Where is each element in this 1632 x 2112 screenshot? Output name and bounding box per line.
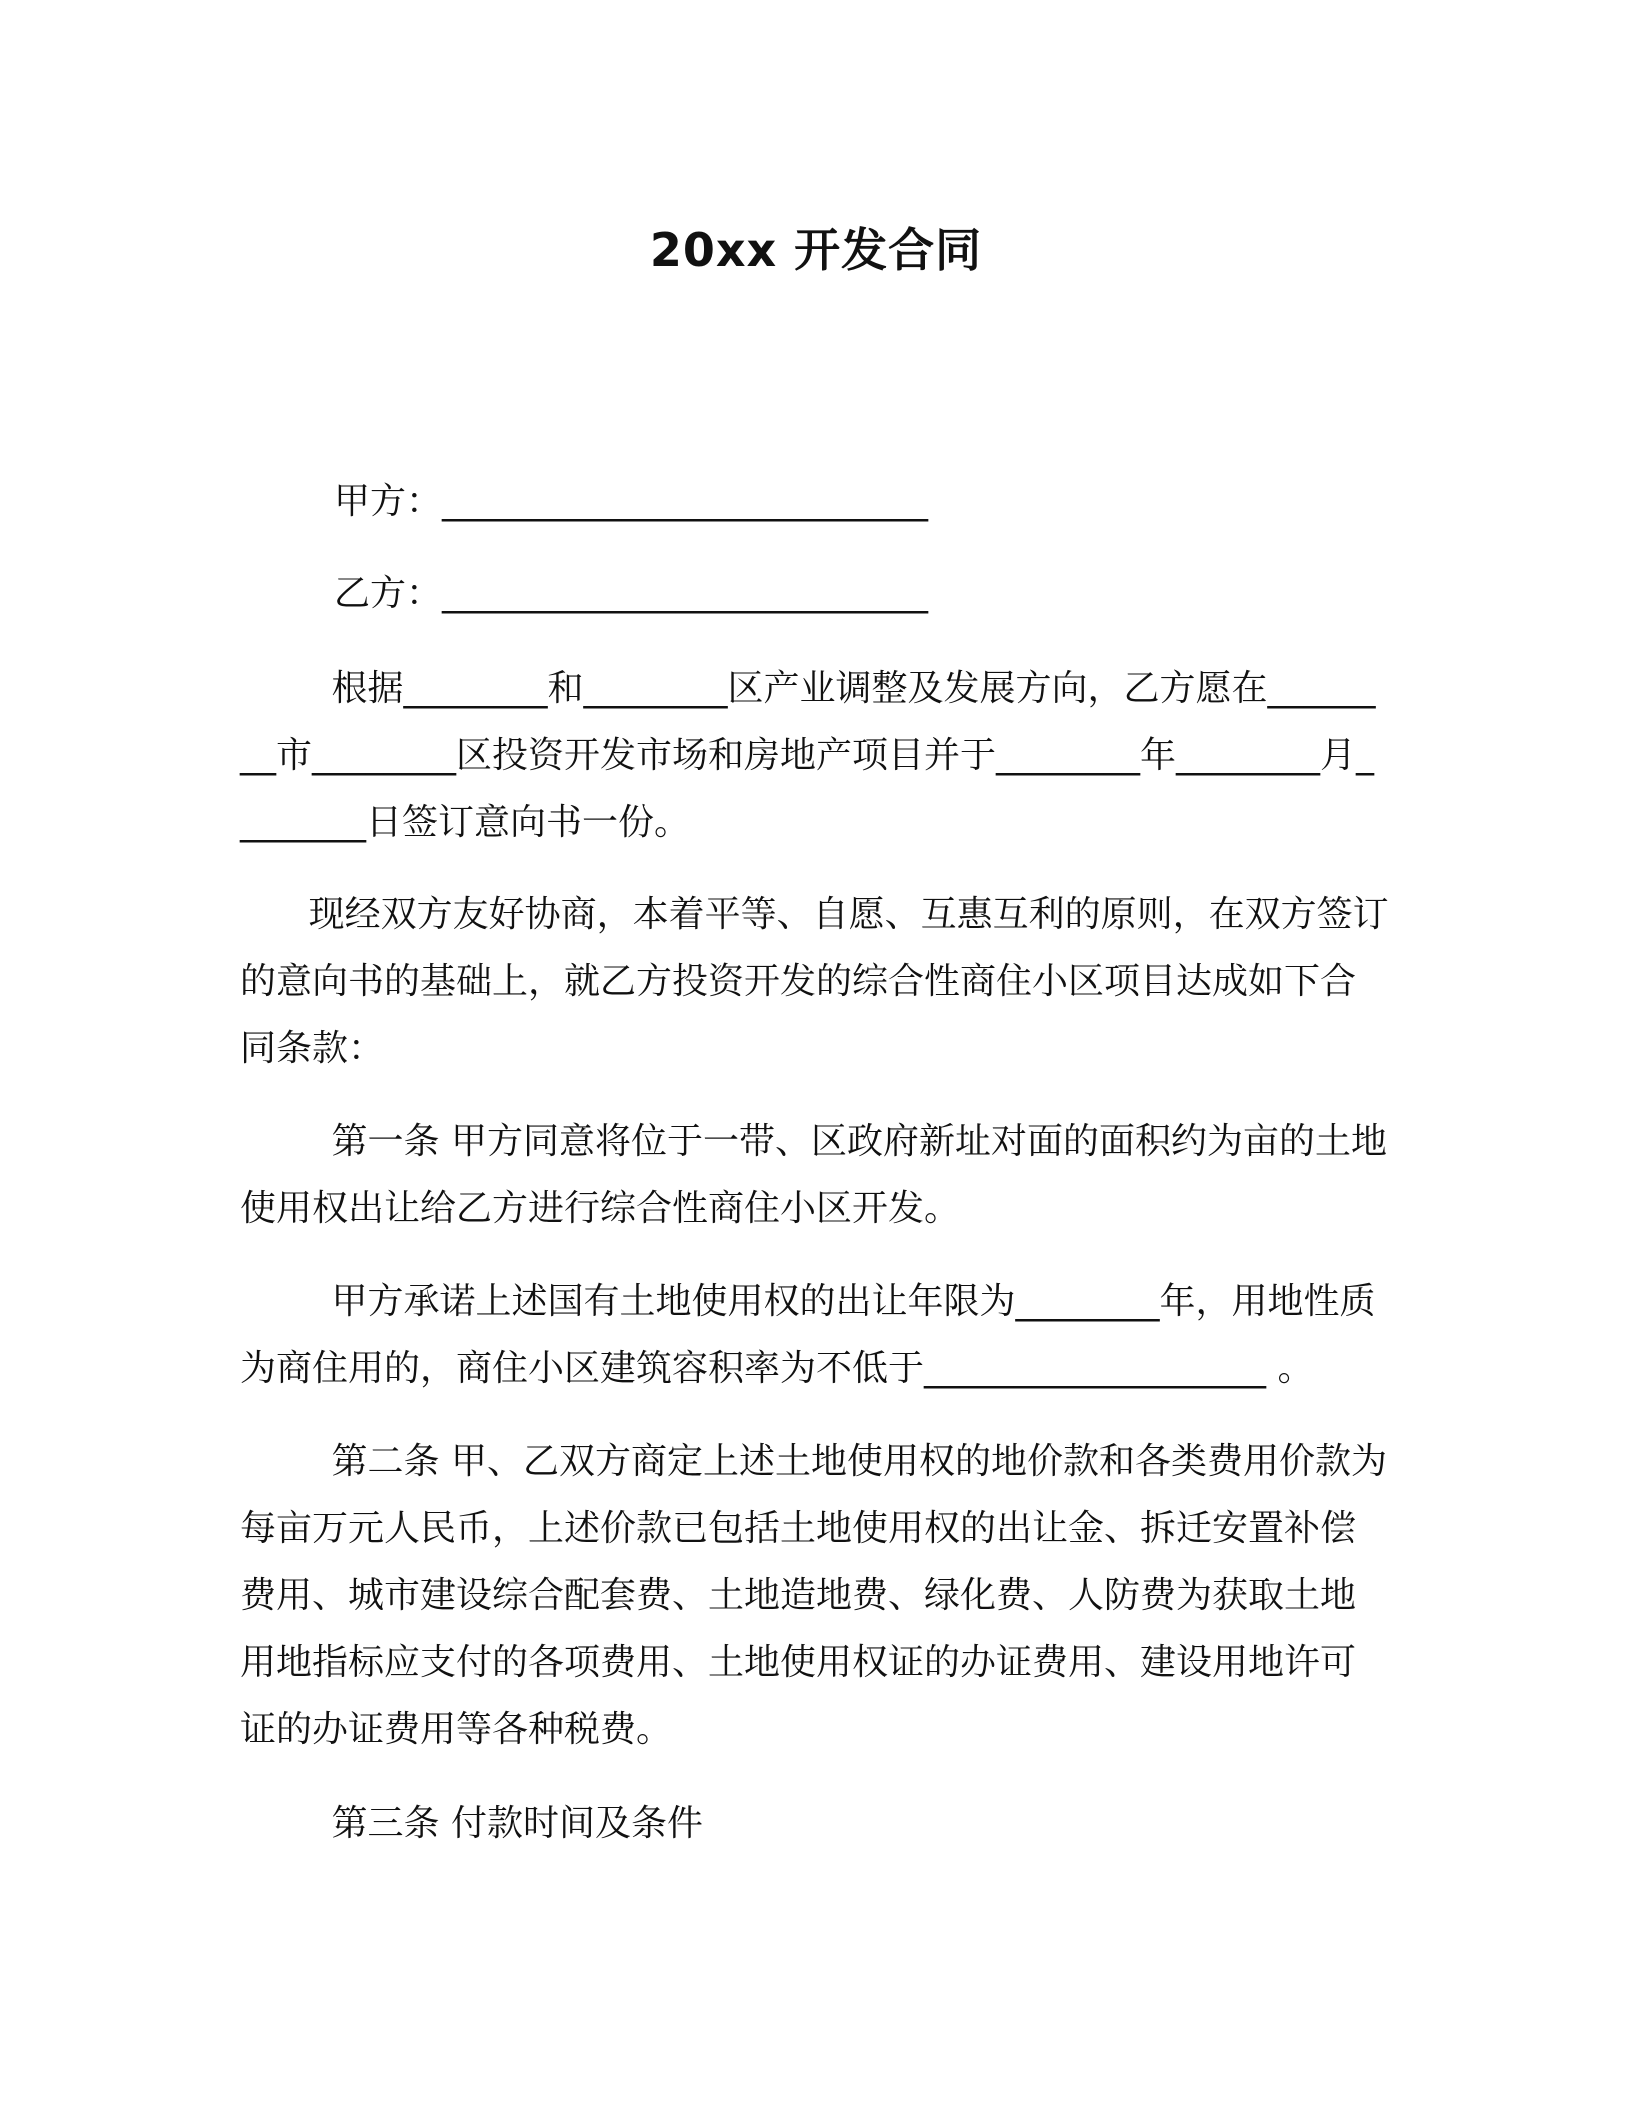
party-b-line: 乙方：___________________________ [334,573,929,614]
paragraph-article-2: 第二条 甲、乙双方商定上述土地使用权的地价款和各类费用价款为每亩万元人民币，上述价款已包括土地使用权的出让金、拆迁安置补偿费用、城市建设综合配套费、土地造地费、绿化费、人防费为获取土地用地指标应支付的各项费用、土地使用权证的办证费用、建设用地许可证的办证费用等各种税费。 [240,1441,1387,1750]
paragraph-term: 甲方承诺上述国有土地使用权的出让年限为________年，用地性质为商住用的，商住小区建筑容积率为不低于___________________ 。 [240,1281,1376,1389]
paragraph-negotiation: 现经双方友好协商，本着平等、自愿、互惠互利的原则，在双方签订的意向书的基础上，就乙方投资开发的综合性商住小区项目达成如下合同条款： [240,894,1389,1069]
paragraph-article-3: 第三条 付款时间及条件 [240,1803,703,1844]
party-a-line: 甲方：___________________________ [334,481,929,522]
paragraph-intro: 根据________和________区产业调整及发展方向，乙方愿在________市________区投资开发市场和房地产项目并于________年________月________日签订意向书一份。 [240,668,1376,843]
paragraph-article-1: 第一条 甲方同意将位于一带、区政府新址对面的面积约为亩的土地使用权出让给乙方进行综合性商住小区开发。 [240,1121,1387,1229]
document-title: 20xx 开发合同 [649,223,983,277]
